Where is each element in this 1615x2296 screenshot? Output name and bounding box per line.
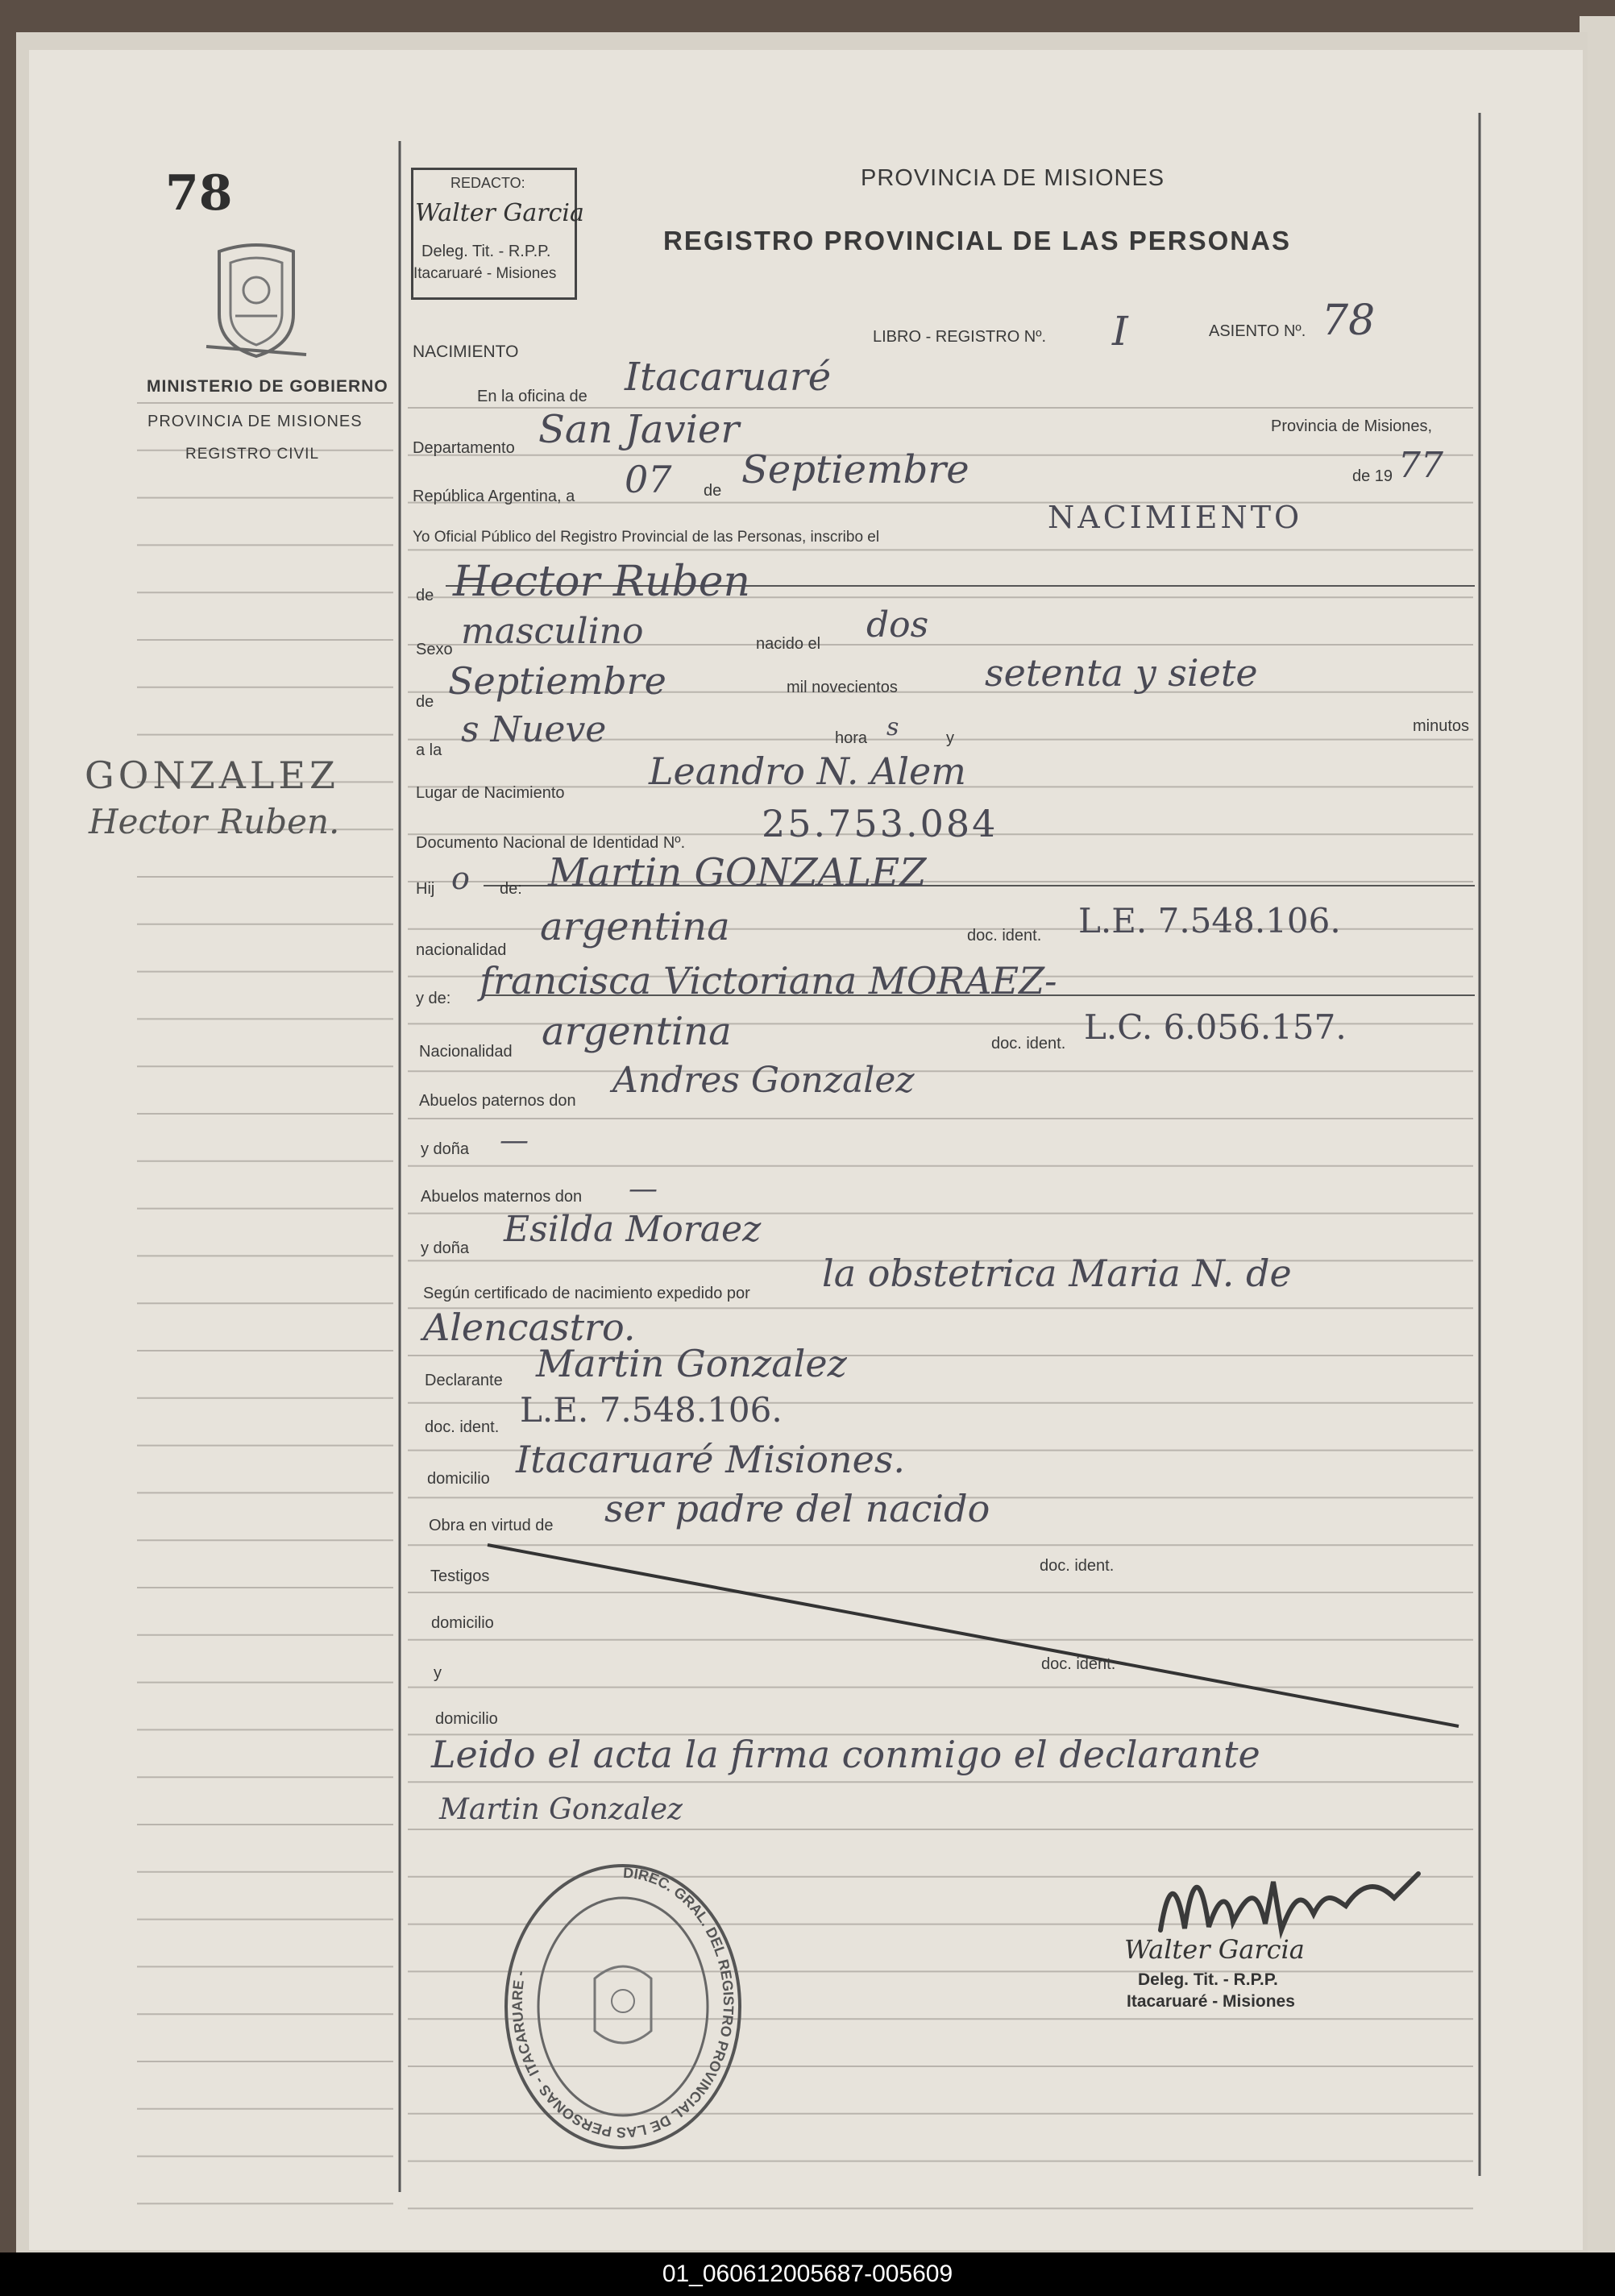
minutos-label: minutos	[1413, 717, 1470, 735]
official-place: Itacaruaré - Misiones	[1127, 1992, 1295, 2011]
nacionalidad-label: nacionalidad	[416, 941, 507, 959]
padre-doc-value: L.E. 7.548.106.	[1078, 901, 1341, 940]
file-id-bar	[0, 2252, 1615, 2296]
provincia-label: Provincia de Misiones,	[1271, 417, 1433, 435]
de2-label: de	[416, 693, 434, 711]
libro-value: I	[1112, 308, 1128, 355]
hora-num: s	[886, 713, 899, 741]
declarante-signature: Martin Gonzalez	[439, 1793, 683, 1826]
oficial-value: NACIMIENTO	[1048, 500, 1303, 535]
libro-label: LIBRO - REGISTRO Nº.	[873, 328, 1047, 346]
declarante-value: Martin Gonzalez	[536, 1342, 847, 1385]
padre-nac-value: argentina	[540, 904, 730, 949]
madre-doc-value: L.C. 6.056.157.	[1084, 1007, 1347, 1047]
doc4-label: doc. ident.	[1040, 1557, 1115, 1575]
dni-label: Documento Nacional de Identidad Nº.	[416, 834, 686, 852]
file-id: 01_060612005687-005609	[662, 2261, 953, 2287]
dni-value: 25.753.084	[762, 802, 998, 845]
header-title: REGISTRO PROVINCIAL DE LAS PERSONAS	[663, 226, 1291, 255]
provincial-seal	[498, 1858, 748, 2156]
sexo-label: Sexo	[416, 641, 453, 658]
de-nombre-label: de	[416, 587, 434, 604]
official-signature	[1152, 1858, 1475, 1946]
hora-label: hora	[835, 729, 868, 747]
oficina-label: En la oficina de	[477, 388, 587, 405]
oficial-label: Yo Oficial Público del Registro Provincial de las Personas, inscribo el	[413, 529, 880, 546]
domicilio-value: Itacaruaré Misiones.	[516, 1438, 906, 1481]
certificado-label: Según certificado de nacimiento expedido por	[423, 1285, 750, 1302]
leido-text: Leido el acta la firma conmigo el declarante	[431, 1733, 1260, 1776]
declarante-doc-value: L.E. 7.548.106.	[520, 1390, 783, 1430]
abuela-paterna-value: —	[500, 1124, 529, 1157]
y-label: y	[946, 729, 954, 747]
header-province: PROVINCIA DE MISIONES	[861, 165, 1165, 191]
ministry-label: MINISTERIO DE GOBIERNO	[147, 377, 388, 396]
obra-value: ser padre del nacido	[604, 1487, 990, 1530]
province-label: PROVINCIA DE MISIONES	[147, 413, 363, 430]
official-role: Deleg. Tit. - R.P.P.	[1138, 1970, 1278, 1989]
seal-text: DIREC. GRAL. DEL REGISTRO PROVINCIAL DE LAS PERSONAS - ITACARUARE -	[509, 1864, 737, 2141]
nacido-label: nacido el	[756, 635, 821, 653]
a-la-label: a la	[416, 741, 442, 759]
domicilio3-label: domicilio	[435, 1710, 498, 1728]
nacionalidad2-label: Nacionalidad	[419, 1043, 513, 1061]
republica-label: República Argentina, a	[413, 488, 575, 505]
registry-label: REGISTRO CIVIL	[185, 446, 320, 463]
hijo-de-label: de:	[500, 880, 522, 898]
abuelos-maternos-label: Abuelos maternos don	[421, 1188, 583, 1206]
oficina-value: Itacaruaré	[625, 355, 832, 400]
redacto-stamp	[411, 168, 584, 300]
page-number: 78	[165, 165, 233, 222]
lugar-label: Lugar de Nacimiento	[416, 784, 565, 802]
asiento-value: 78	[1322, 297, 1376, 345]
anio-label: de 19	[1352, 467, 1393, 485]
mes-nac-value: Septiembre	[448, 659, 666, 703]
doc5-label: doc. ident.	[1041, 1655, 1116, 1673]
declarante-label: Declarante	[425, 1372, 503, 1389]
y-dona2-label: y doña	[421, 1239, 470, 1257]
domicilio2-label: domicilio	[431, 1614, 494, 1632]
domicilio-label: domicilio	[427, 1470, 490, 1488]
y2-label: y	[434, 1664, 442, 1682]
doc-label: doc. ident.	[967, 927, 1042, 945]
anio-value: 77	[1398, 445, 1443, 486]
lugar-value: Leandro N. Alem	[649, 749, 966, 793]
redacto-label: REDACTO:	[450, 175, 525, 191]
mes-value: Septiembre	[741, 447, 969, 492]
abuelo-materno-value: —	[629, 1173, 658, 1206]
y-dona-label: y doña	[421, 1140, 470, 1158]
certificado-value2: Alencastro.	[423, 1306, 636, 1349]
abuelo-paterno-value: Andres Gonzalez	[612, 1060, 915, 1101]
redacto-place: Itacaruaré - Misiones	[413, 265, 557, 282]
hijo-label: Hij	[416, 880, 435, 898]
hora-value: s Nueve	[461, 709, 607, 750]
margin-note-name: Hector Ruben.	[89, 802, 340, 841]
hijo-suffix: o	[451, 861, 470, 896]
departamento-value: San Javier	[538, 407, 740, 452]
testigos-label: Testigos	[430, 1567, 490, 1585]
obra-label: Obra en virtud de	[429, 1517, 554, 1534]
coat-of-arms-icon	[203, 242, 309, 359]
madre-nac-value: argentina	[542, 1009, 732, 1054]
redacto-role: Deleg. Tit. - R.P.P.	[421, 243, 551, 260]
sexo-value: masculino	[461, 611, 644, 652]
official-name: Walter Garcia	[1124, 1934, 1305, 1965]
nacido-value: dos	[866, 604, 929, 646]
margin-note-surname: GONZALEZ	[85, 754, 339, 797]
doc2-label: doc. ident.	[991, 1035, 1066, 1053]
nombre-value: Hector Ruben	[453, 558, 751, 606]
mil-label: mil novecientos	[787, 679, 898, 696]
departamento-label: Departamento	[413, 439, 515, 457]
asiento-label: ASIENTO Nº.	[1209, 322, 1306, 340]
doc3-label: doc. ident.	[425, 1418, 500, 1436]
redacto-name: Walter Garcia	[415, 199, 584, 227]
de-label: de	[704, 482, 722, 500]
padre-value: Martin GONZALEZ	[548, 850, 927, 895]
y-de-label: y de:	[416, 990, 451, 1007]
abuela-materna-value: Esilda Moraez	[504, 1209, 762, 1250]
certificado-value: la obstetrica Maria N. de	[822, 1252, 1292, 1295]
anio-nac-value: setenta y siete	[985, 651, 1258, 695]
section-label: NACIMIENTO	[413, 343, 519, 361]
dia-value: 07	[625, 458, 672, 501]
madre-value: francisca Victoriana MORAEZ-	[480, 959, 1057, 1003]
abuelos-paternos-label: Abuelos paternos don	[419, 1092, 576, 1110]
